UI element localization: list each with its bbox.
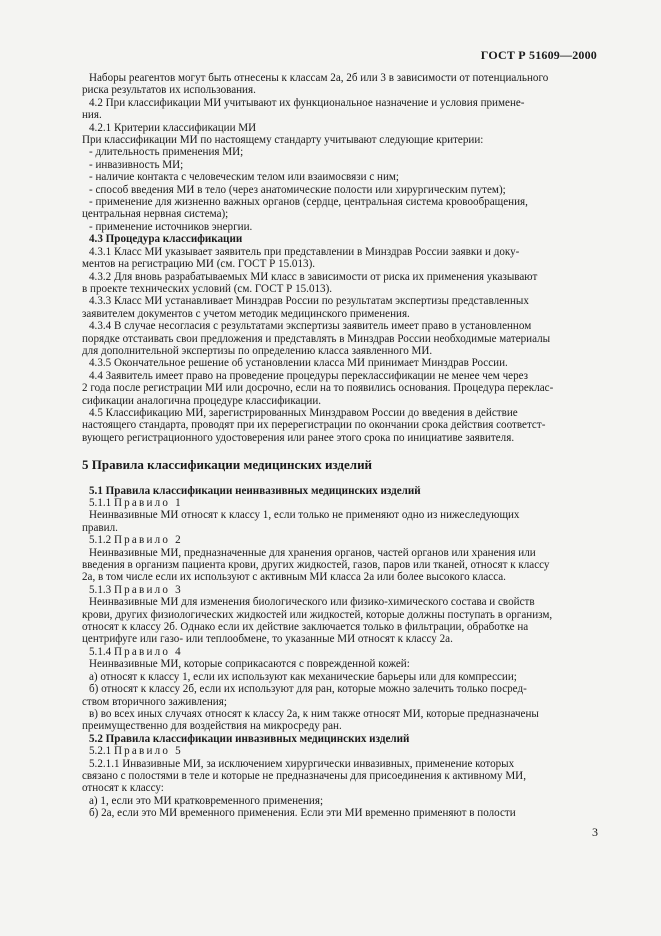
list-item: - способ введения МИ в тело (через анатомические полости или хирургическим путем); <box>89 183 506 196</box>
clause-4-4: 4.4 Заявитель имеет право на проведение процедуры переклассификации не менее чем через <box>89 369 529 382</box>
clause-4-5: 4.5 Классификацию МИ, зарегистрированных Минздравом России до введения в действие <box>89 406 518 419</box>
document-code: ГОСТ Р 51609—2000 <box>480 48 597 62</box>
list-item-cont: центральная нервная система); <box>82 208 229 221</box>
clause-number: 5.1.4 <box>89 645 112 658</box>
clause-5-2-1-1: 5.2.1.1 Инвазивные МИ, за исключением хирургически инвазивных, применение которых <box>89 757 515 770</box>
paragraph: ментов на регистрацию МИ (см. ГОСТ Р 15.013). <box>82 258 316 271</box>
rule-2-heading <box>89 534 597 546</box>
rule-1-heading <box>89 497 597 509</box>
rule-5-heading <box>89 745 597 757</box>
paragraph: Неинвазивные МИ для изменения биологического или физико-химического состава и свойств <box>89 596 535 609</box>
list-item: - инвазивность МИ; <box>89 158 184 171</box>
list-item: б) относят к классу 2б, если их используют для ран, которые можно залечить только посред- <box>89 683 527 696</box>
paragraph: Неинвазивные МИ относят к классу 1, если только не применяют одно из нижеследующих <box>89 509 520 522</box>
list-item-cont: ством вторичного заживления; <box>82 695 227 708</box>
rule-label: Правило 4 <box>113 645 183 658</box>
clause-4-2: 4.2 При классификации МИ учитывают их функциональное назначение и условия примене- <box>89 96 525 109</box>
list-item: в) во всех иных случаях относят к классу 2а, к ним также относят МИ, которые предназначены <box>89 707 539 720</box>
paragraph: крови, других физиологических жидкостей или жидкостей, которые должны поступать в организм, <box>82 608 553 621</box>
clause-4-3-5: 4.3.5 Окончательное решение об установлении класса МИ принимает Минздрав России. <box>89 357 508 370</box>
paragraph: порядке отстаивать свои предложения и представлять в Минздрав России необходимые материалы <box>82 332 551 345</box>
paragraph: вующего регистрационного удостоверения или ранее этого срока по инициативе заявителя. <box>82 431 515 444</box>
list-item-cont: преимущественно для воздействия на микросреду ран. <box>82 720 342 733</box>
paragraph: Неинвазивные МИ, предназначенные для хранения органов, частей органов или хранения или <box>89 546 536 559</box>
list-item: - наличие контакта с человеческим телом или взаимосвязи с ним; <box>89 171 400 184</box>
rule-label: Правило 5 <box>113 745 183 758</box>
clause-5-1-heading: 5.1 Правила классификации неинвазивных медицинских изделий <box>89 484 421 497</box>
rule-label: Правило 3 <box>113 583 183 596</box>
paragraph: центрифуге или газо- или теплообмене, то указанные МИ относят к классу 2а. <box>82 633 453 646</box>
clause-5-2-heading: 5.2 Правила классификации инвазивных медицинских изделий <box>89 732 410 745</box>
paragraph: Неинвазивные МИ, которые соприкасаются с поврежденной кожей: <box>89 658 410 671</box>
paragraph: Наборы реагентов могут быть отнесены к классам 2а, 2б или 3 в зависимости от потенциального <box>89 72 549 84</box>
paragraph: введения в организм пациента крови, других жидкостей, газов, паров или тканей, относят к классу <box>82 559 550 572</box>
rule-3-heading <box>89 584 597 596</box>
list-item: - применение для жизненно важных органов (сердце, центральная система кровообращения, <box>89 196 528 209</box>
clause-number: 5.1.1 <box>89 497 112 509</box>
clause-number: 5.1.3 <box>89 583 112 596</box>
paragraph: 2 года после регистрации МИ или досрочно, если на то появились основания. Процедура переклас- <box>82 382 554 395</box>
document-body <box>82 72 597 820</box>
paragraph: для дополнительной экспертизы по определению класса заявленного МИ. <box>82 344 433 357</box>
list-item: б) 2а, если это МИ временного применения. Если эти МИ временно применяют в полости <box>89 807 516 820</box>
paragraph: 2а, в том числе если их используют с активным МИ класса 2а или более высокого класса. <box>82 571 506 584</box>
rule-4-heading <box>89 646 597 658</box>
paragraph: При классификации МИ по настоящему стандарту учитывают следующие критерии: <box>82 134 484 147</box>
paragraph: ния. <box>82 109 102 122</box>
paragraph: риска результатов их использования. <box>82 84 256 97</box>
clause-number: 5.2.1 <box>89 745 112 758</box>
clause-4-3-heading: 4.3 Процедура классификации <box>89 233 243 246</box>
rule-label: Правило 2 <box>113 534 183 547</box>
clause-4-3-1: 4.3.1 Класс МИ указывает заявитель при представлении в Минздрав России заявки и доку- <box>89 245 520 258</box>
paragraph: в проекте технических условий (см. ГОСТ Р 15.013). <box>82 282 333 295</box>
paragraph: относят к классу 2б. Однако если их действие заключается только в фильтрации, обработке на <box>82 621 529 634</box>
page-number: 3 <box>592 825 598 839</box>
paragraph: настоящего стандарта, проводят при их перерегистрации по окончании срока действия соответст- <box>82 419 546 432</box>
paragraph: относят к классу: <box>82 782 164 795</box>
clause-4-3-3: 4.3.3 Класс МИ устанавливает Минздрав России по результатам экспертизы представленных <box>89 295 529 308</box>
clause-number: 5.1.2 <box>89 534 112 547</box>
paragraph: связано с полостями в теле и которые не предназначены для присоединения к активному МИ, <box>82 769 526 782</box>
clause-4-3-2: 4.3.2 Для вновь разрабатываемых МИ класс в зависимости от риска их применения указывают <box>89 270 538 283</box>
list-item: - применение источников энергии. <box>89 220 253 233</box>
rule-label: Правило 1 <box>113 497 183 509</box>
paragraph: заявителем документов с учетом методик медицинского применения. <box>82 307 410 320</box>
list-item: а) относят к классу 1, если их используют как механические барьеры или для компрессии; <box>89 670 517 683</box>
clause-4-3-4: 4.3.4 В случае несогласия с результатами экспертизы заявитель имеет право в установленном <box>89 320 532 333</box>
clause-4-2-1: 4.2.1 Критерии классификации МИ <box>89 121 257 134</box>
paragraph: правил. <box>82 521 118 534</box>
section-5-heading: 5 Правила классификации медицинских изделий <box>82 457 373 473</box>
list-item: - длительность применения МИ; <box>89 146 244 159</box>
list-item: а) 1, если это МИ кратковременного применения; <box>89 794 324 807</box>
paragraph: сификации аналогична процедуре классификации. <box>82 394 322 407</box>
